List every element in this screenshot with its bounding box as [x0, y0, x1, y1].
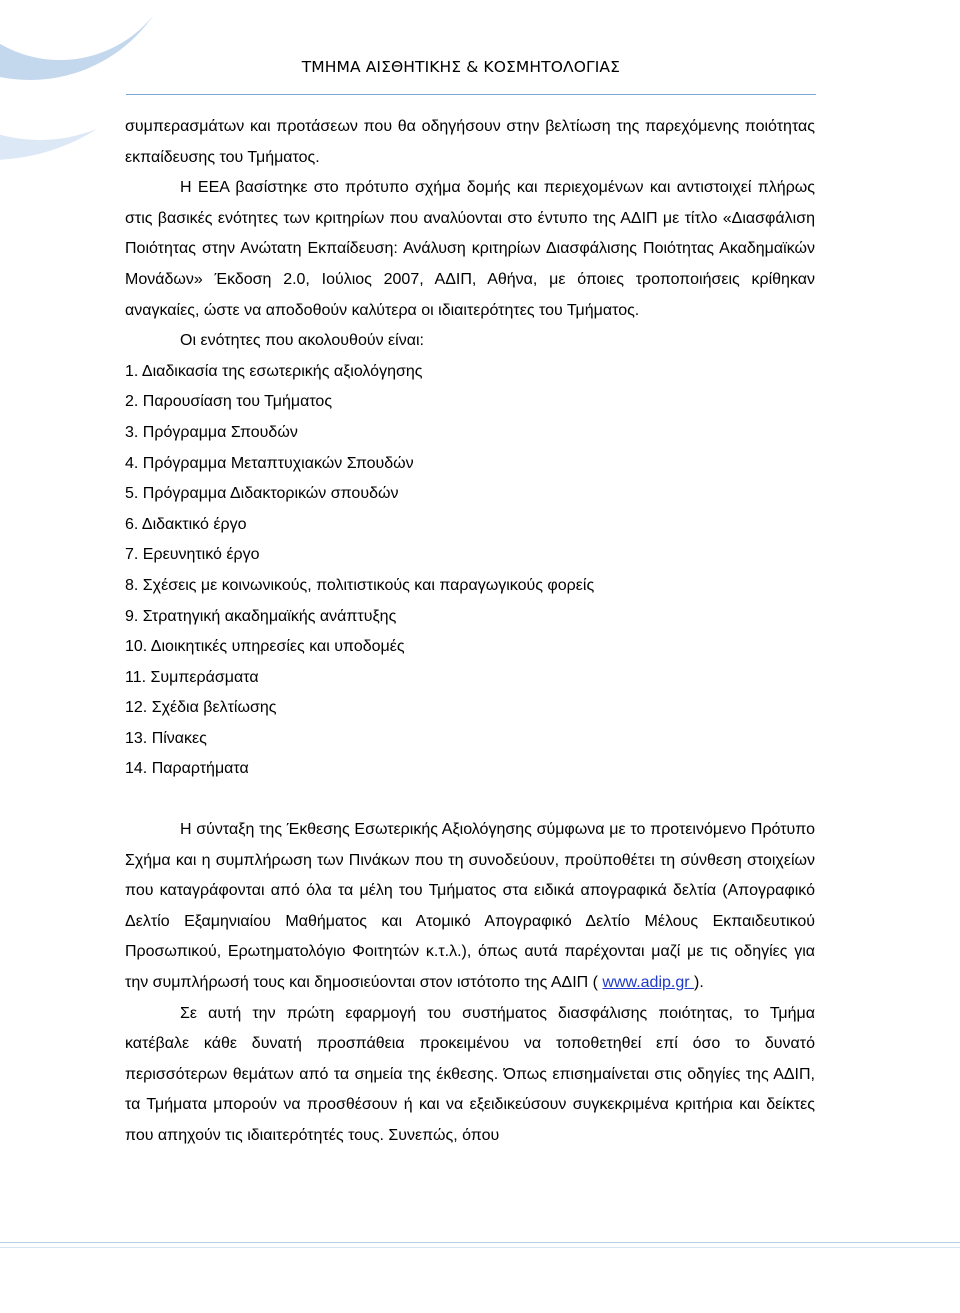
list-item: 9. Στρατηγική ακαδημαϊκής ανάπτυξης: [125, 607, 397, 625]
list-item: 14. Παραρτήματα: [125, 760, 249, 778]
list-item: 7. Ερευνητικό έργο: [125, 546, 260, 564]
document-body: [125, 112, 815, 1152]
paragraph-continuation: συμπερασμάτων και προτάσεων που θα οδηγήσουν στην βελτίωση της παρεχόμενης ποιότητας εκπαίδευσης του Τμήματος.: [125, 118, 815, 166]
list-item: 1. Διαδικασία της εσωτερικής αξιολόγησης: [125, 362, 423, 380]
list-item: 8. Σχέσεις με κοινωνικούς, πολιτιστικούς και παραγωγικούς φορείς: [125, 576, 595, 594]
list-item: 10. Διοικητικές υπηρεσίες και υποδομές: [125, 638, 405, 656]
sections-intro: Οι ενότητες που ακολουθούν είναι:: [180, 332, 424, 350]
sections-list: [125, 357, 815, 785]
list-item: 13. Πίνακες: [125, 729, 207, 747]
spacer: [125, 785, 815, 815]
list-item: 3. Πρόγραμμα Σπουδών: [125, 423, 298, 441]
list-item: 5. Πρόγραμμα Διδακτορικών σπουδών: [125, 485, 399, 503]
report-composition-text: Η σύνταξη της Έκθεσης Εσωτερικής Αξιολόγησης σύμφωνα με το προτεινόμενο Πρότυπο Σχήμα και η συμπλήρωση των Πινάκων που τη συνοδεύουν, προϋποθέτει τη σύνθεση στοιχείων που καταγράφονται από όλα τα μέλη του Τμήματος στα ειδικά απογραφικά δελτία (Απογραφικό Δελτίο Εξαμηνιαίου Μαθήματος και Ατομικό Απογραφικό Δελτίο Μέλους Εκπαιδευτικού Προσωπικού, Ερωτηματολόγιο Φοιτητών κ.τ.λ.), όπως αυτά παρέχονται μαζί με τις οδηγίες για την συμπλήρωσή τους και δημοσιεύονται στον ιστότοπο της ΑΔΙΠ (: [125, 821, 815, 992]
list-item: 2. Παρουσίαση του Τμήματος: [125, 393, 333, 411]
footer-divider-secondary: [0, 1247, 960, 1248]
list-item: 12. Σχέδια βελτίωσης: [125, 699, 277, 717]
header-divider: [126, 94, 816, 95]
list-item: 4. Πρόγραμμα Μεταπτυχιακών Σπουδών: [125, 454, 414, 472]
adip-website-link[interactable]: www.adip.gr: [602, 974, 695, 992]
page-header-title: ΤΜΗΜΑ ΑΙΣΘΗΤΙΚΗΣ & ΚΟΣΜΗΤΟΛΟΓΙΑΣ: [301, 58, 620, 76]
list-item: 11. Συμπεράσματα: [125, 668, 259, 686]
report-composition-closing: ).: [694, 974, 704, 992]
list-item: 6. Διδακτικό έργο: [125, 515, 247, 533]
footer-divider: [0, 1242, 960, 1243]
paragraph-report-composition: [125, 815, 815, 999]
paragraph-eea-structure: Η ΕΕΑ βασίστηκε στο πρότυπο σχήμα δομής και περιεχομένων και αντιστοιχεί πλήρως στις βασικές ενότητες των κριτηρίων που αναλύονται στο έντυπο της ΑΔΙΠ με τίτλο «Διασφάλιση Ποιότητας στην Ανώτατη Εκπαίδευση: Ανάλυση κριτηρίων Διασφάλισης Ποιότητας Ακαδημαϊκών Μονάδων» Έκδοση 2.0, Ιούλιος 2007, ΑΔΙΠ, Αθήνα, με όποιες τροποποιήσεις κρίθηκαν αναγκαίες, ώστε να αποδοθούν καλύτερα οι ιδιαιτερότητες του Τμήματος.: [125, 179, 815, 319]
paragraph-first-application: Σε αυτή την πρώτη εφαρμογή του συστήματος διασφάλισης ποιότητας, το Τμήμα κατέβαλε κάθε δυνατή προσπάθεια προκειμένου να τοποθετηθεί επί όσο το δυνατό περισσότερων θεμάτων από τα σημεία της έκθεσης. Όπως επισημαίνεται στις οδηγίες της ΑΔΙΠ, τα Τμήματα μπορούν να προσθέσουν ή και να εξειδικεύσουν συγκεκριμένα κριτήρια και δείκτες που απηχούν τις ιδιαιτερότητές τους. Συνεπώς, όπου: [125, 1004, 815, 1144]
